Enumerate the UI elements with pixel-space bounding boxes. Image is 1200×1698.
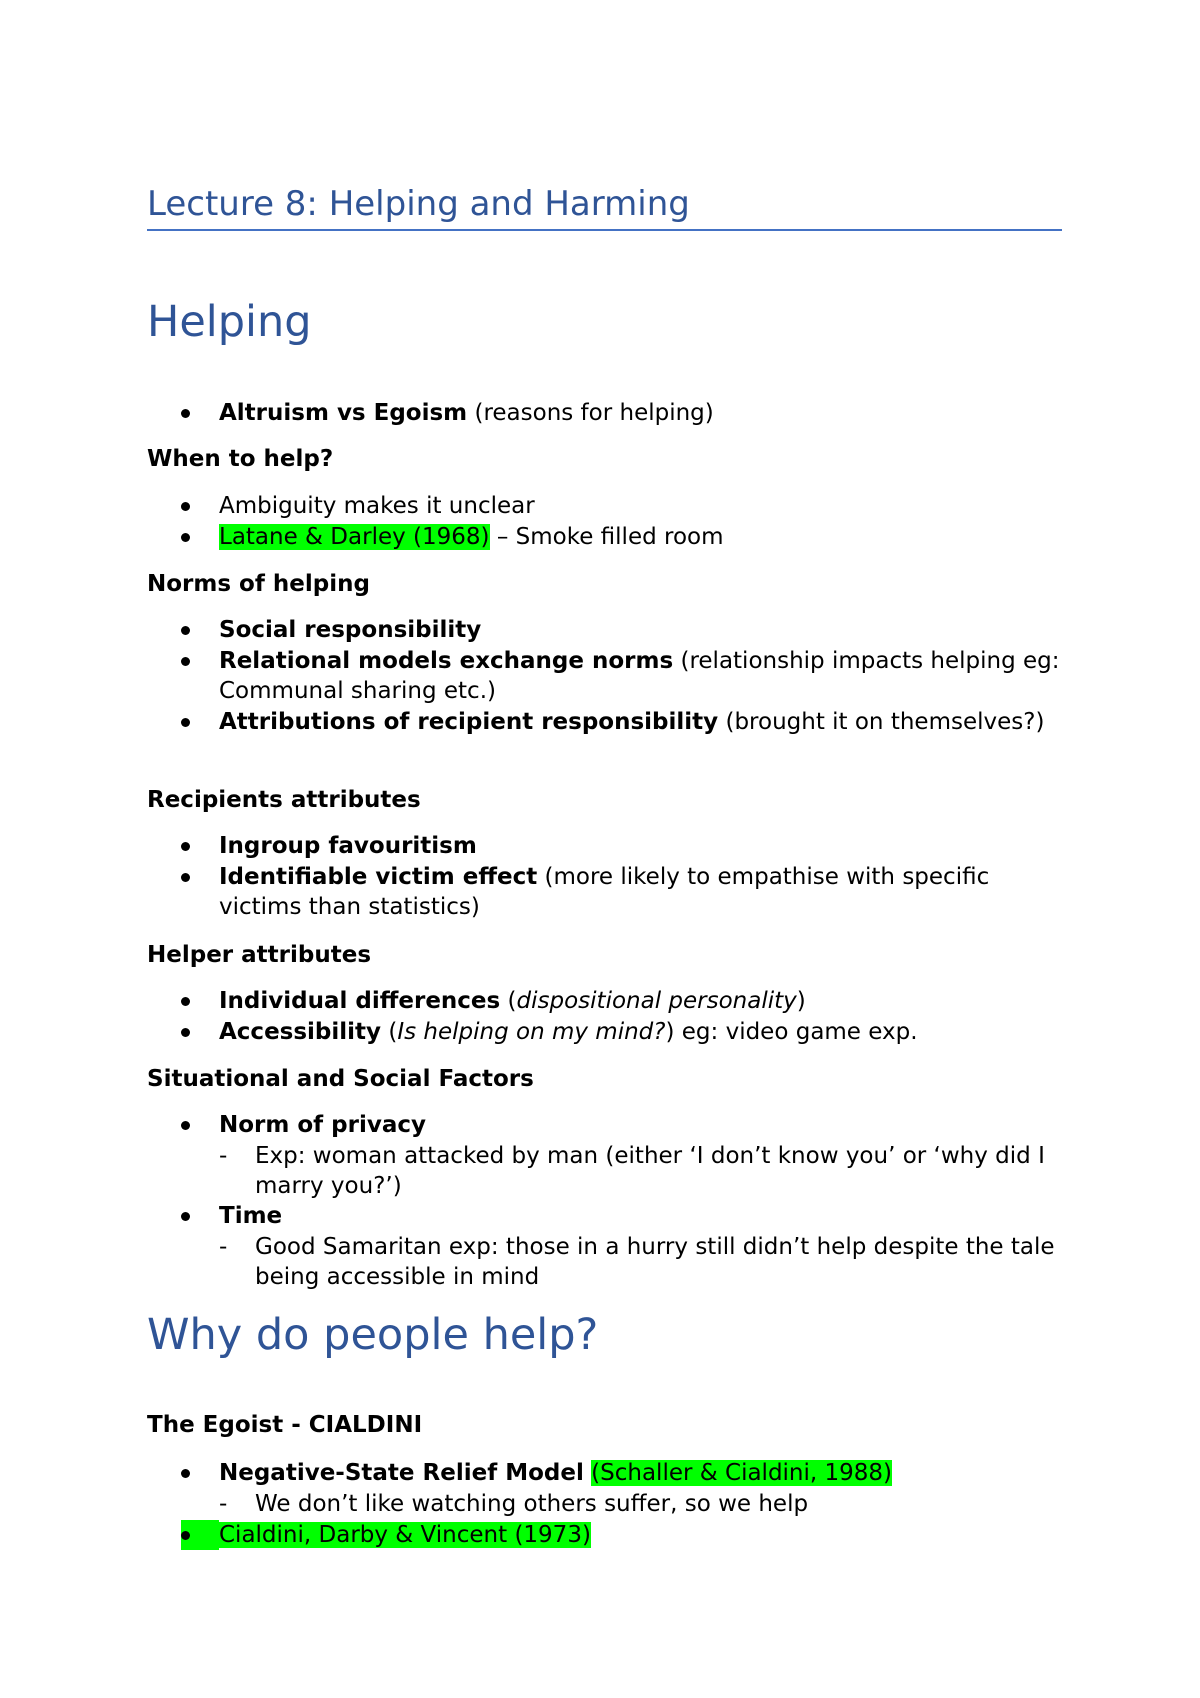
bullet-icon xyxy=(181,1212,190,1221)
list-item-time: Time xyxy=(219,1201,1069,1231)
list-item-accessibility: Accessibility (Is helping on my mind?) eg: video game exp. xyxy=(219,1017,1069,1047)
list-item-social-responsibility: Social responsibility xyxy=(219,615,1069,645)
highlighted-citation: Latane & Darley (1968) xyxy=(219,524,490,550)
bullet-icon xyxy=(181,502,190,511)
bullet-icon xyxy=(181,842,190,851)
heading-helping: Helping xyxy=(147,297,312,347)
list-item-negative-state: Negative-State Relief Model (Schaller & Cialdini, 1988) xyxy=(219,1458,1069,1488)
bullet-icon xyxy=(181,626,190,635)
bullet-icon xyxy=(181,1028,190,1037)
bullet-icon xyxy=(181,997,190,1006)
highlighted-citation: Cialdini, Darby & Vincent (1973) xyxy=(219,1522,591,1548)
heading-when-to-help: When to help? xyxy=(147,446,334,472)
sub-item-watching-suffer: - We don’t like watching others suffer, so we help xyxy=(219,1491,809,1517)
bullet-icon xyxy=(181,533,190,542)
heading-helper-attributes: Helper attributes xyxy=(147,942,372,968)
highlighted-citation: (Schaller & Cialdini, 1988) xyxy=(591,1460,893,1486)
heading-norms-of-helping: Norms of helping xyxy=(147,571,370,597)
list-item-ingroup: Ingroup favouritism xyxy=(219,831,1069,861)
dash-marker: - xyxy=(219,1491,228,1517)
dash-marker: - xyxy=(219,1234,228,1260)
heading-egoist: The Egoist - CIALDINI xyxy=(147,1412,423,1438)
list-item-latane-darley: Latane & Darley (1968) – Smoke filled room xyxy=(219,522,1069,552)
bullet-icon xyxy=(181,1469,190,1478)
heading-why-do-people-help: Why do people help? xyxy=(147,1310,599,1360)
bullet-icon xyxy=(181,718,190,727)
list-item-individual-differences: Individual differences (dispositional personality) xyxy=(219,986,1069,1016)
list-item-ambiguity: Ambiguity makes it unclear xyxy=(219,491,1069,521)
heading-recipients-attributes: Recipients attributes xyxy=(147,787,421,813)
sub-item-good-samaritan: - Good Samaritan exp: those in a hurry still didn’t help despite the tale being accessible in mind xyxy=(219,1234,1055,1290)
list-item-attributions: Attributions of recipient responsibility (brought it on themselves?) xyxy=(219,707,1069,737)
bullet-icon xyxy=(181,1121,190,1130)
heading-situational-factors: Situational and Social Factors xyxy=(147,1066,534,1092)
dash-marker: - xyxy=(219,1143,228,1169)
bullet-icon xyxy=(181,409,190,418)
list-item-relational-models: Relational models exchange norms (relationship impacts helping eg: Communal sharing etc.) xyxy=(219,646,1069,706)
list-item-cialdini-darby-vincent xyxy=(219,1520,1069,1550)
bullet-icon xyxy=(181,873,190,882)
bullet-icon xyxy=(181,1531,190,1540)
lecture-title: Lecture 8: Helping and Harming xyxy=(147,183,1062,231)
sub-item-woman-attacked: - Exp: woman attacked by man (either ‘I don’t know you’ or ‘why did I marry you?’) xyxy=(219,1143,1045,1199)
bullet-icon xyxy=(181,657,190,666)
list-item-identifiable-victim: Identifiable victim effect (more likely to empathise with specific victims than statistics) xyxy=(219,862,1069,922)
list-item-altruism: Altruism vs Egoism (reasons for helping) xyxy=(219,398,1069,428)
list-item-norm-of-privacy: Norm of privacy xyxy=(219,1110,1069,1140)
